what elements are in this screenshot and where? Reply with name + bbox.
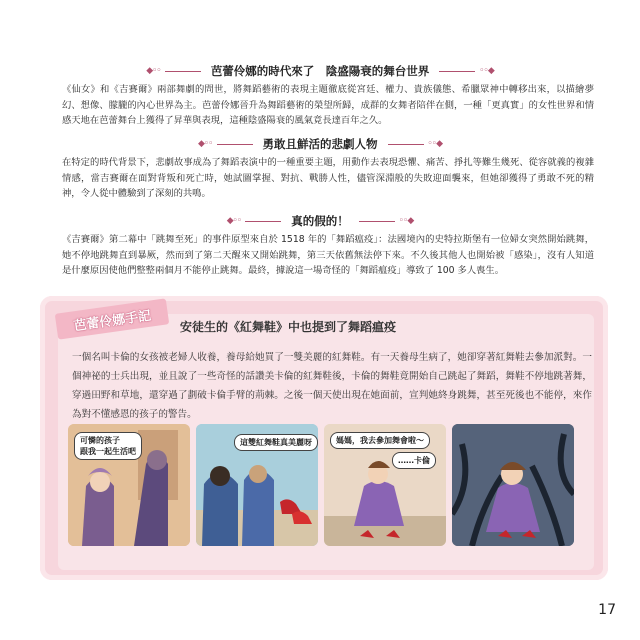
- notebook-label: 芭蕾伶娜手記: [55, 298, 170, 339]
- ornament-left-icon: ◆◦◦: [226, 216, 242, 226]
- section-heading-3: [40, 212, 600, 230]
- section-heading-1: [40, 62, 600, 80]
- notebook-title: 安徒生的《紅舞鞋》中也提到了舞蹈瘟疫: [180, 320, 397, 334]
- page-number: 17: [598, 602, 616, 618]
- ornament-left-icon: ◆◦◦: [146, 66, 161, 76]
- comic-panel-4: [452, 424, 574, 546]
- divider: [217, 144, 253, 145]
- divider: [245, 221, 281, 222]
- divider: [359, 221, 395, 222]
- comic-panel-1: [68, 424, 190, 546]
- ornament-left-icon: ◆◦◦: [197, 139, 213, 149]
- speech-bubble: 可憐的孩子 跟我一起生活吧: [74, 432, 142, 460]
- section-title: 芭蕾伶娜的時代來了 陰盛陽衰的舞台世界: [210, 64, 430, 78]
- divider: [388, 144, 424, 145]
- comic-panel-3: [324, 424, 446, 546]
- section-title: 真的假的！: [291, 214, 349, 228]
- section-heading-2: [40, 135, 600, 153]
- comic-panel-2: [196, 424, 318, 546]
- divider: [165, 71, 201, 72]
- section-body-2: 在特定的時代背景下，悲劇故事成為了舞蹈表演中的一種重要主題，用動作去表現恐懼、痛苦、掙扎等難生幾死、從容就義的複雜情感，當吉賽爾在面對背叛和死亡時，她試圖掌握、對抗、戰勝人性，儘管深淵般的失敗迎面襲來，但她卻獲得了勇敢不死的精神，令人從中體驗到了深刻的共鳴。: [62, 157, 594, 199]
- ornament-right-icon: ◦◦◆: [427, 139, 443, 149]
- divider: [439, 71, 475, 72]
- section-body-1: 《仙女》和《吉賽爾》兩部舞劇的問世，將舞蹈藝術的表現主題徹底從宮廷、權力、貴族儀態、希臘眾神中轉移出來，以描繪夢幻、想像、朦朧的內心世界為主。芭蕾伶娜晉升為舞蹈藝術的榮望所歸，成群的女舞者陪伴在側，一種「更真實」的女性世界和情感天地在芭蕾舞台上獲得了昇華與表現，這種陰盛陽衰的風氣竟長達百年之久。: [62, 84, 594, 126]
- thorns-illustration: [452, 424, 574, 546]
- notebook-body: 一個名叫卡倫的女孩被老婦人收養，養母給她買了一雙美麗的紅舞鞋。有一天養母生病了，她卻穿著紅舞鞋去參加派對。一個神祕的士兵出現，並且說了一些奇怪的話讚美卡倫的紅舞鞋後，卡倫的舞鞋竟開始自己跳起了舞蹈，舞鞋不停地跳著舞，穿過田野和草地，還穿過了劃破卡倫手臂的荊棘。之後一個天使出現在她面前，宣判她終身跳舞，甚至死後也不能停，來作為對不懂感恩的孩子的警告。: [72, 352, 592, 420]
- section-body-3: 《吉賽爾》第二幕中「跳舞至死」的事件原型來自於 1518 年的「舞蹈瘟疫」：法國境內的史特拉斯堡有一位婦女突然開始跳舞，她不停地跳舞直到暴厥，然而到了第二天醒來又開始跳舞，第三天依舊無法停下來。不久後其他人也開始被「感染」，沒有人知道是什麼原因使他們整整兩個月不能停止跳舞。最終，據說這一場奇怪的「舞蹈瘟疫」導致了 100 多人喪生。: [62, 234, 594, 276]
- ornament-right-icon: ◦◦◆: [398, 216, 414, 226]
- speech-bubble: 這雙紅舞鞋真美麗呀: [234, 434, 318, 451]
- speech-bubble: ……卡倫: [392, 452, 436, 469]
- speech-bubble: 媽媽，我去參加舞會啦～: [330, 432, 430, 449]
- section-title: 勇敢且鮮活的悲劇人物: [262, 137, 378, 151]
- ornament-right-icon: ◦◦◆: [479, 66, 494, 76]
